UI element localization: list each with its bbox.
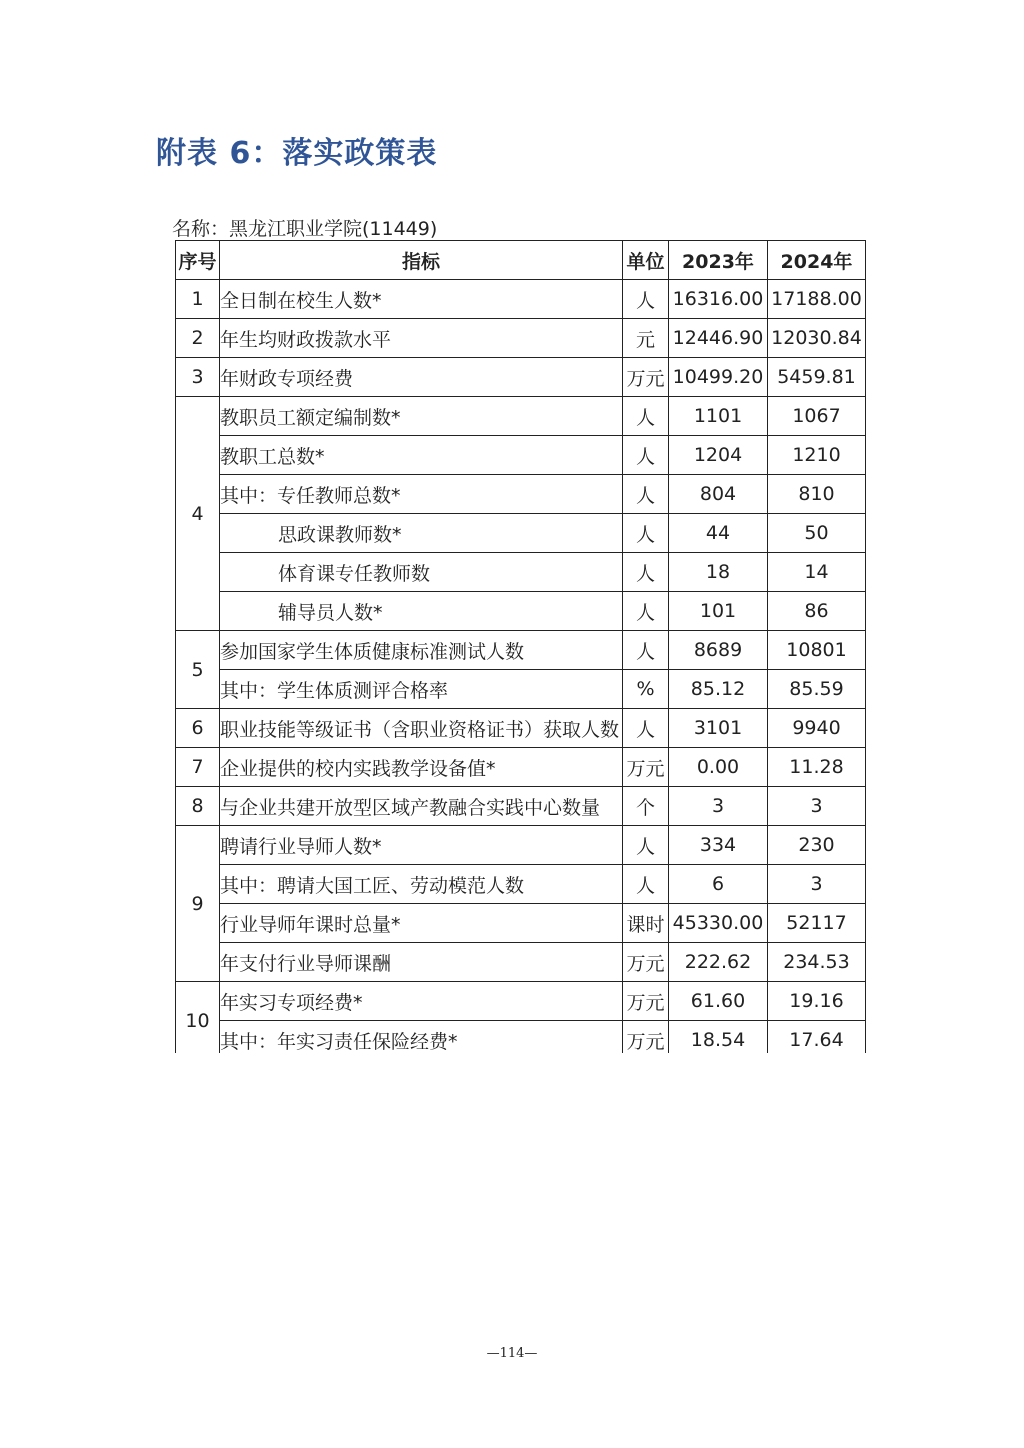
row-unit: 人: [623, 709, 669, 748]
policy-table: [175, 240, 866, 1060]
row-value-2024: 3: [768, 865, 866, 904]
row-value-2024: 5459.81: [768, 358, 866, 397]
row-value-2024: 9940: [768, 709, 866, 748]
row-value-2023: 3101: [669, 709, 768, 748]
row-indicator: 年生均财政拨款水平: [220, 319, 623, 358]
row-seq: 9: [176, 826, 220, 982]
row-unit: 人: [623, 553, 669, 592]
row-value-2023: 12446.90: [669, 319, 768, 358]
row-value-2023: 44: [669, 514, 768, 553]
row-seq: 7: [176, 748, 220, 787]
table-row: [176, 436, 866, 475]
row-indicator: 辅导员人数*: [220, 592, 623, 631]
row-indicator: 其中：聘请大国工匠、劳动模范人数: [220, 865, 623, 904]
row-value-2023: 0.00: [669, 748, 768, 787]
row-value-2023: 6: [669, 865, 768, 904]
row-unit: 人: [623, 826, 669, 865]
row-seq: 10: [176, 982, 220, 1060]
row-value-2024: 810: [768, 475, 866, 514]
row-indicator: 年财政专项经费: [220, 358, 623, 397]
row-indicator: 年支付行业导师课酬: [220, 943, 623, 982]
table-row: [176, 475, 866, 514]
row-seq: 3: [176, 358, 220, 397]
row-value-2024: 234.53: [768, 943, 866, 982]
row-value-2023: 10499.20: [669, 358, 768, 397]
row-unit: 人: [623, 436, 669, 475]
institution-name: 名称：黑龙江职业学院(11449): [172, 218, 438, 240]
row-value-2023: 45330.00: [669, 904, 768, 943]
row-value-2024: 3: [768, 787, 866, 826]
row-indicator: 教职工总数*: [220, 436, 623, 475]
row-unit: 万元: [623, 982, 669, 1021]
row-seq: 5: [176, 631, 220, 709]
table-row: [176, 592, 866, 631]
row-unit: 人: [623, 592, 669, 631]
row-indicator: 其中：专任教师总数*: [220, 475, 623, 514]
row-unit: 人: [623, 514, 669, 553]
row-value-2023: 18.54: [669, 1021, 768, 1060]
row-indicator: 其中：学生体质测评合格率: [220, 670, 623, 709]
row-seq: 8: [176, 787, 220, 826]
row-value-2023: 334: [669, 826, 768, 865]
header-indicator: 指标: [220, 241, 623, 280]
row-indicator: 体育课专任教师数: [220, 553, 623, 592]
row-unit: 人: [623, 475, 669, 514]
row-value-2023: 61.60: [669, 982, 768, 1021]
row-indicator: 企业提供的校内实践教学设备值*: [220, 748, 623, 787]
table-header-row: [176, 241, 866, 280]
row-indicator: 参加国家学生体质健康标准测试人数: [220, 631, 623, 670]
row-indicator: 年实习专项经费*: [220, 982, 623, 1021]
row-value-2024: 10801: [768, 631, 866, 670]
row-indicator: 与企业共建开放型区域产教融合实践中心数量: [220, 787, 623, 826]
row-seq: 2: [176, 319, 220, 358]
table-row: [176, 748, 866, 787]
row-value-2024: 86: [768, 592, 866, 631]
row-unit: 课时: [623, 904, 669, 943]
row-indicator: 职业技能等级证书（含职业资格证书）获取人数: [220, 709, 623, 748]
row-value-2023: 85.12: [669, 670, 768, 709]
row-unit: 万元: [623, 1021, 669, 1060]
table-row: [176, 904, 866, 943]
row-unit: 万元: [623, 358, 669, 397]
row-indicator: 其中：年实习责任保险经费*: [220, 1021, 623, 1060]
page-number: —114—: [486, 1346, 538, 1361]
row-unit: 人: [623, 397, 669, 436]
table-row: [176, 631, 866, 670]
row-indicator: 思政课教师数*: [220, 514, 623, 553]
row-value-2024: 1210: [768, 436, 866, 475]
table-row: [176, 358, 866, 397]
row-value-2024: 19.16: [768, 982, 866, 1021]
row-unit: 人: [623, 280, 669, 319]
row-value-2024: 85.59: [768, 670, 866, 709]
table-row: [176, 514, 866, 553]
row-value-2024: 17188.00: [768, 280, 866, 319]
row-indicator: 全日制在校生人数*: [220, 280, 623, 319]
row-value-2024: 12030.84: [768, 319, 866, 358]
row-unit: 人: [623, 865, 669, 904]
header-seq: 序号: [176, 241, 220, 280]
page-title: 附表 6：落实政策表: [156, 136, 438, 171]
table-row: [176, 397, 866, 436]
row-value-2024: 50: [768, 514, 866, 553]
row-seq: 1: [176, 280, 220, 319]
row-value-2024: 52117: [768, 904, 866, 943]
table-page-cut: [172, 1053, 872, 1067]
row-unit: 元: [623, 319, 669, 358]
table-row: [176, 865, 866, 904]
row-value-2023: 16316.00: [669, 280, 768, 319]
row-unit: %: [623, 670, 669, 709]
table-row: [176, 826, 866, 865]
table-row: [176, 943, 866, 982]
row-value-2023: 804: [669, 475, 768, 514]
row-unit: 个: [623, 787, 669, 826]
header-2023: 2023年: [669, 241, 768, 280]
row-value-2024: 14: [768, 553, 866, 592]
row-value-2024: 17.64: [768, 1021, 866, 1060]
header-2024: 2024年: [768, 241, 866, 280]
row-value-2023: 1204: [669, 436, 768, 475]
row-value-2023: 3: [669, 787, 768, 826]
table-row: [176, 319, 866, 358]
row-indicator: 行业导师年课时总量*: [220, 904, 623, 943]
row-unit: 万元: [623, 748, 669, 787]
row-seq: 4: [176, 397, 220, 631]
row-value-2024: 230: [768, 826, 866, 865]
header-unit: 单位: [623, 241, 669, 280]
row-value-2023: 18: [669, 553, 768, 592]
table-row: [176, 709, 866, 748]
row-value-2024: 1067: [768, 397, 866, 436]
row-value-2023: 8689: [669, 631, 768, 670]
row-unit: 万元: [623, 943, 669, 982]
row-indicator: 教职员工额定编制数*: [220, 397, 623, 436]
row-value-2023: 222.62: [669, 943, 768, 982]
row-value-2023: 1101: [669, 397, 768, 436]
row-unit: 人: [623, 631, 669, 670]
table-row: [176, 670, 866, 709]
table-row: [176, 787, 866, 826]
row-value-2023: 101: [669, 592, 768, 631]
table-row: [176, 280, 866, 319]
row-value-2024: 11.28: [768, 748, 866, 787]
row-seq: 6: [176, 709, 220, 748]
table-row: [176, 982, 866, 1021]
table-row: [176, 553, 866, 592]
row-indicator: 聘请行业导师人数*: [220, 826, 623, 865]
